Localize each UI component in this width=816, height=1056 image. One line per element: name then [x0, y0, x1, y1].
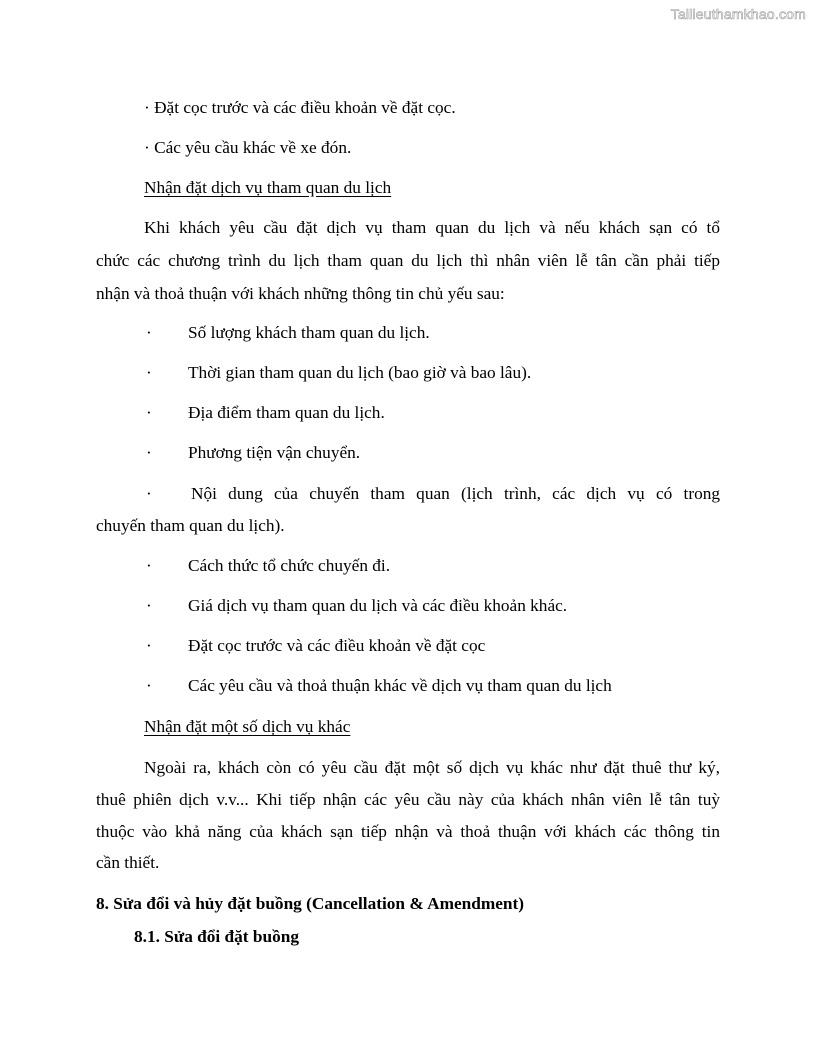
- tour-bullet-item: Số lượng khách tham quan du lịch.: [188, 323, 430, 342]
- bullet-dot: ·: [146, 363, 152, 382]
- bullet-dot: ·: [146, 636, 152, 655]
- bullet-dot: ·: [146, 596, 152, 615]
- tour-paragraph-line: nhận và thoả thuận với khách những thông tin chủ yếu sau:: [96, 284, 505, 303]
- other-paragraph-line: thuê phiên dịch v.v... Khi tiếp nhận các yêu cầu này của khách nhân viên lễ tân tuỳ: [96, 790, 720, 809]
- section-title: 8. Sửa đổi và hủy đặt buồng (Cancellation & Amendment): [96, 894, 525, 913]
- subsection-title: 8.1. Sửa đổi đặt buồng: [134, 927, 299, 946]
- bullet-dot: ·: [146, 556, 152, 575]
- tour-bullet-item: Giá dịch vụ tham quan du lịch và các điều khoản khác.: [188, 596, 568, 615]
- watermark: Tailieuthamkhao.com: [670, 6, 806, 22]
- bullet-dot: ·: [146, 323, 152, 342]
- tour-section-heading: Nhận đặt dịch vụ tham quan du lịch: [144, 178, 392, 197]
- bullet-dot: ·: [146, 484, 152, 503]
- other-paragraph-line: thuộc vào khả năng của khách sạn tiếp nhận và thoả thuận với khách các thông tin: [96, 822, 720, 841]
- tour-paragraph-line: Khi khách yêu cầu đặt dịch vụ tham quan du lịch và nếu khách sạn có tổ: [144, 218, 720, 237]
- tour-bullet-continuation: chuyến tham quan du lịch).: [96, 516, 285, 535]
- tour-bullet-item: Các yêu cầu và thoả thuận khác về dịch vụ tham quan du lịch: [188, 676, 612, 695]
- tour-bullet-item: Nội dung của chuyến tham quan (lịch trình, các dịch vụ có trong: [191, 484, 720, 503]
- bullet-dot: ·: [146, 443, 152, 462]
- intro-item: · Các yêu cầu khác về xe đón.: [144, 138, 352, 157]
- tour-bullet-item: Thời gian tham quan du lịch (bao giờ và bao lâu).: [188, 363, 532, 382]
- tour-paragraph-line: chức các chương trình du lịch tham quan du lịch thì nhân viên lễ tân cần phải tiếp: [96, 251, 720, 270]
- bullet-dot: ·: [146, 676, 152, 695]
- other-paragraph-line: cần thiết.: [96, 853, 160, 872]
- bullet-dot: ·: [146, 403, 152, 422]
- tour-bullet-item: Cách thức tổ chức chuyến đi.: [188, 556, 391, 575]
- other-paragraph-line: Ngoài ra, khách còn có yêu cầu đặt một số dịch vụ khác như đặt thuê thư ký,: [144, 758, 720, 777]
- tour-bullet-item: Địa điểm tham quan du lịch.: [188, 403, 385, 422]
- tour-bullet-item: Phương tiện vận chuyển.: [188, 443, 361, 462]
- other-section-heading: Nhận đặt một số dịch vụ khác: [144, 717, 351, 736]
- intro-item: · Đặt cọc trước và các điều khoản về đặt cọc.: [144, 98, 456, 117]
- tour-bullet-item: Đặt cọc trước và các điều khoản về đặt cọc: [188, 636, 486, 655]
